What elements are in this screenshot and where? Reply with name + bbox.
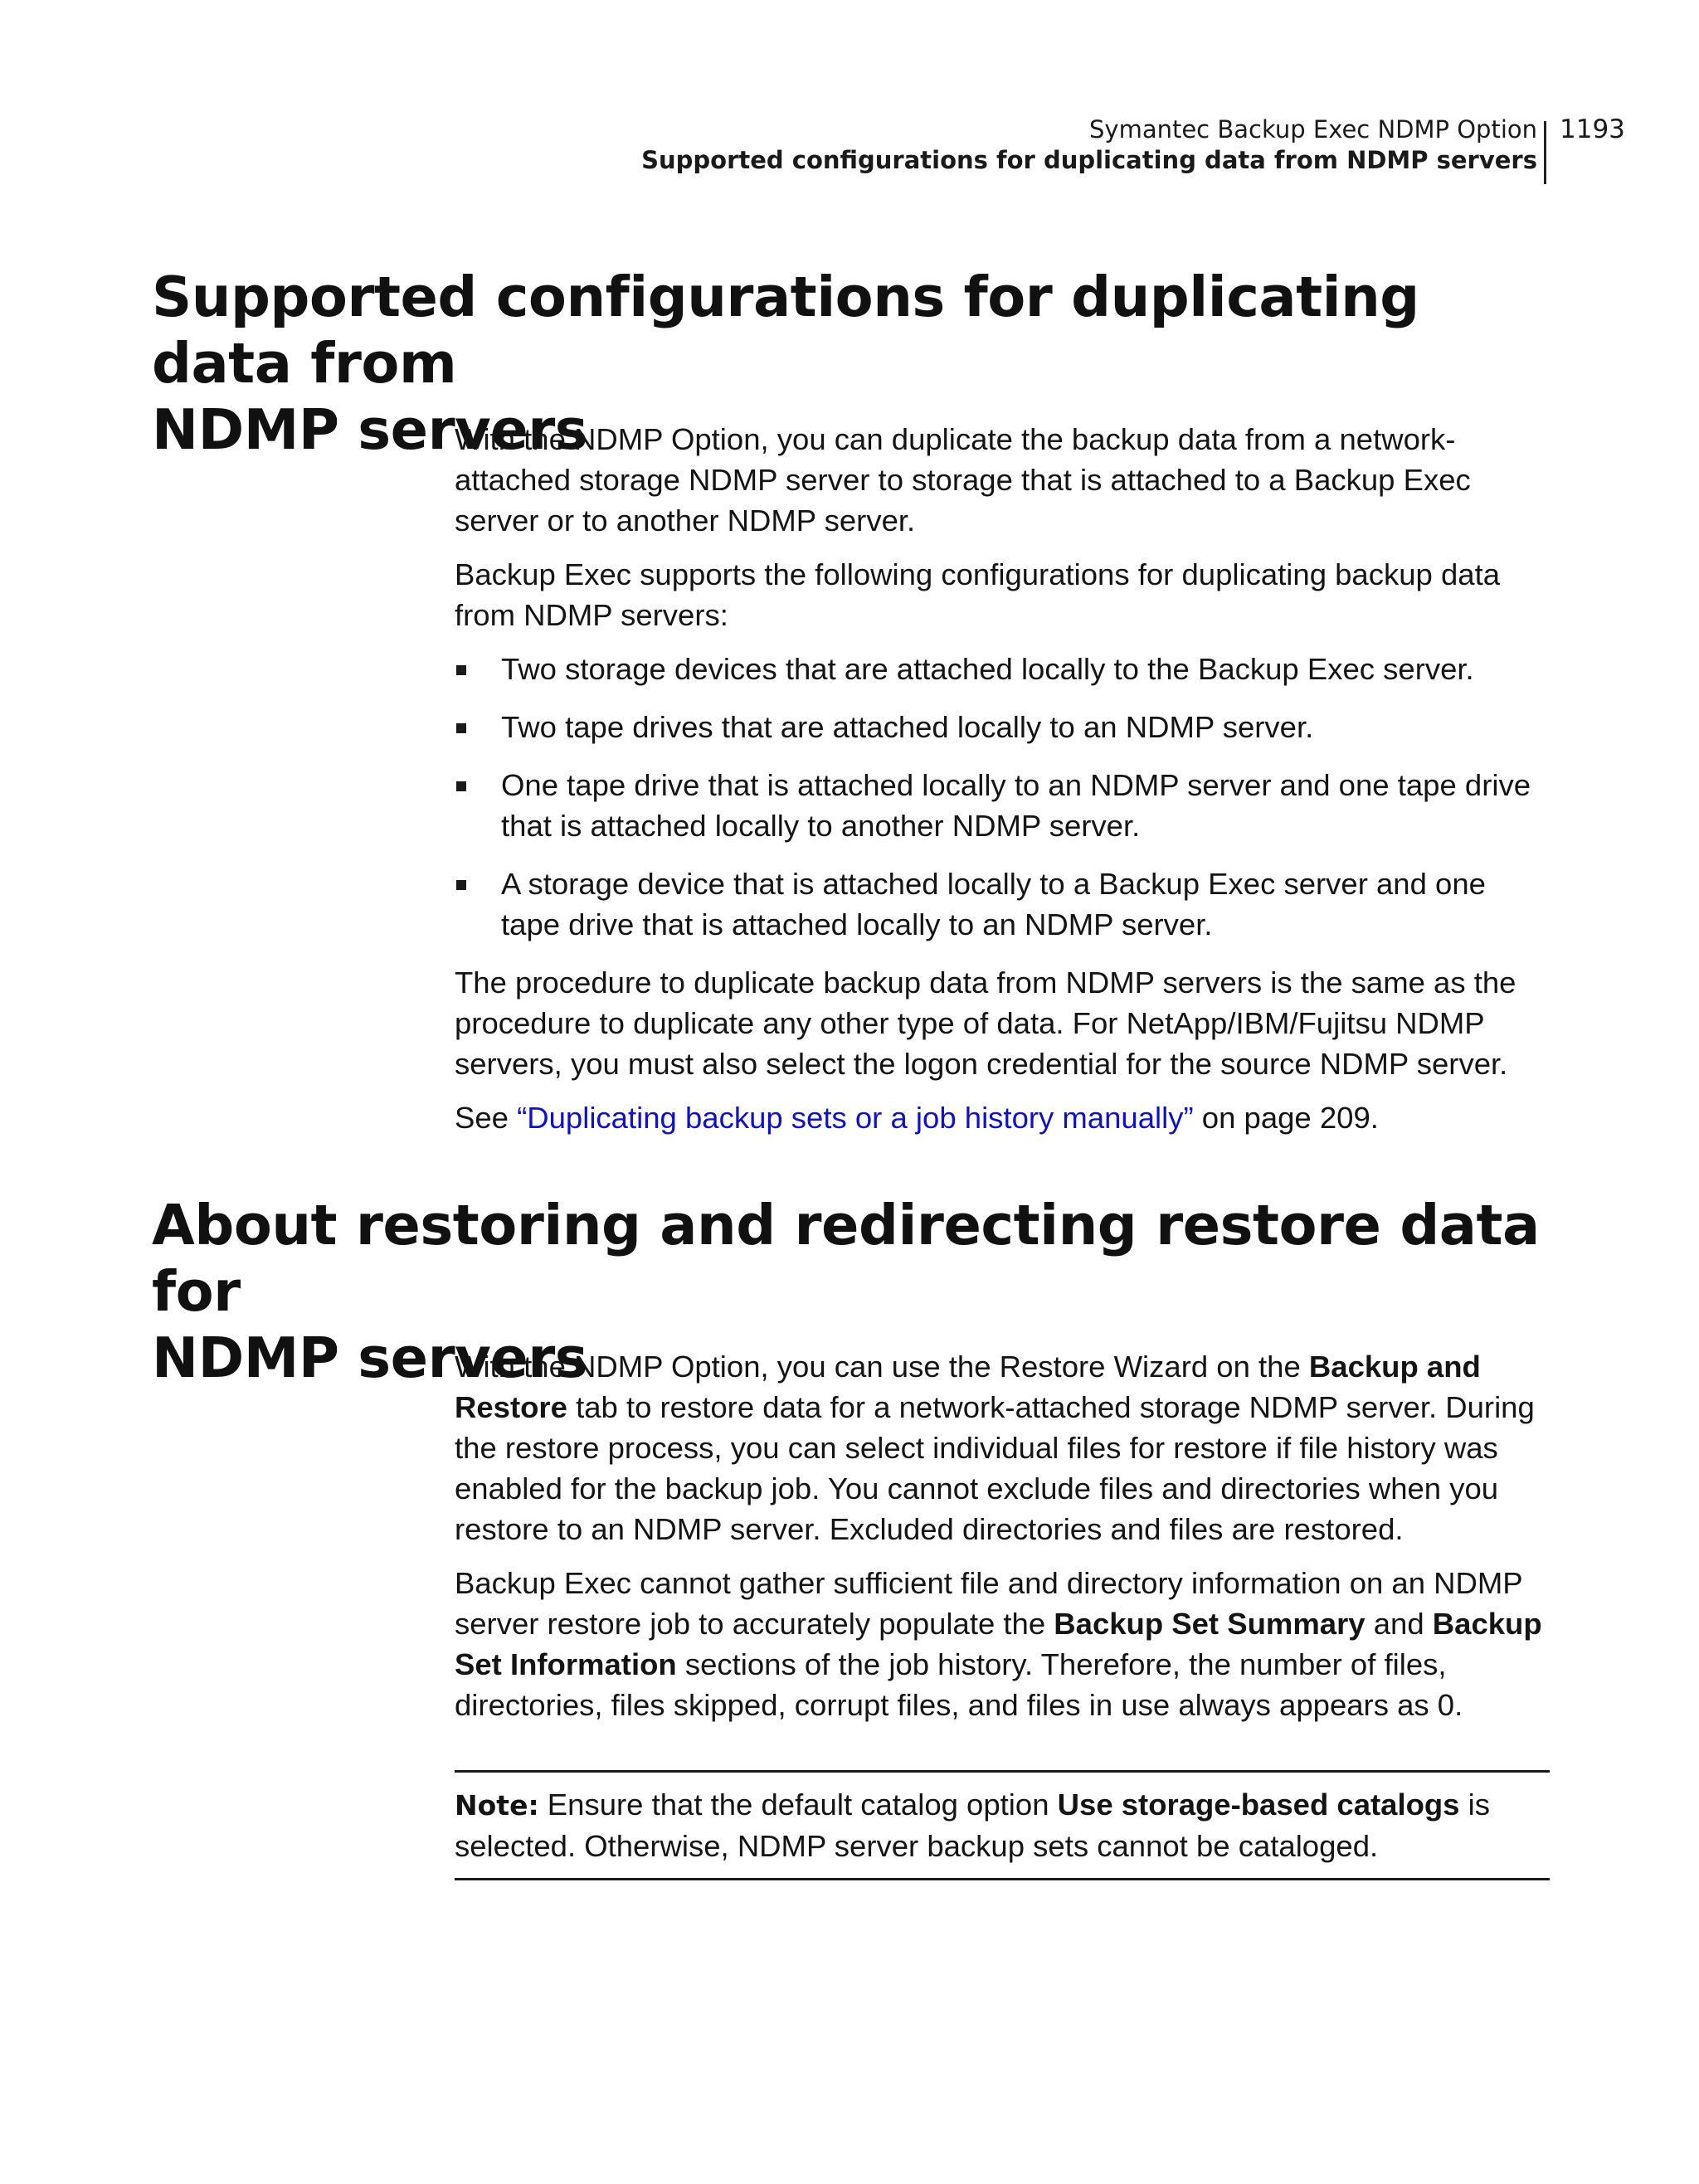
list-item: One tape drive that is attached locally to an NDMP server and one tape drive that is attached locally to another NDMP server. <box>455 765 1550 846</box>
list-item: Two storage devices that are attached locally to the Backup Exec server. <box>455 649 1550 689</box>
ui-term: Backup and Restore <box>455 1350 1481 1424</box>
heading-line: NDMP servers <box>152 397 588 462</box>
paragraph-procedure: The procedure to duplicate backup data from NDMP servers is the same as the procedure to duplicate any other type of data. For NetApp/IBM/Fujitsu NDMP servers, you must also select the logon credential for the source NDMP server. <box>455 966 1516 1081</box>
square-bullet-icon <box>456 723 466 733</box>
heading-line: Supported configurations for duplicating data from <box>152 265 1419 396</box>
paragraph-restore-wizard: With the NDMP Option, you can use the Restore Wizard on the Backup and Restore tab to restore data for a network-attached storage NDMP server. During the restore process, you can select individual files for restore if file history was enabled for the backup job. You cannot exclude files and directories when you restore to an NDMP server. Excluded directories and files are restored. <box>455 1350 1535 1546</box>
heading-line: About restoring and redirecting restore data for <box>152 1193 1540 1324</box>
list-item: A storage device that is attached locally to a Backup Exec server and one tape drive that is attached locally to an NDMP server. <box>455 863 1550 945</box>
square-bullet-icon <box>456 781 466 791</box>
header-divider <box>1544 121 1546 184</box>
paragraph-backup-set-info: Backup Exec cannot gather sufficient file and directory information on an NDMP server restore job to accurately populate the Backup Set Summary and Backup Set Information sections of the job history. Therefore, the number of files, directories, files skipped, corrupt files, and files in use always appears as 0. <box>455 1566 1542 1722</box>
section-body-restoring <box>455 1346 1550 1880</box>
configuration-list <box>455 649 1550 945</box>
paragraph-see-also: See “Duplicating backup sets or a job history manually” on page 209. <box>455 1101 1379 1135</box>
paragraph-lead: Backup Exec supports the following configurations for duplicating backup data from NDMP servers: <box>455 557 1501 632</box>
square-bullet-icon <box>456 665 466 675</box>
cross-reference-link[interactable]: “Duplicating backup sets or a job history manually” <box>517 1101 1194 1135</box>
heading-line: NDMP servers <box>152 1325 588 1390</box>
list-item: Two tape drives that are attached locally to an NDMP server. <box>455 707 1550 747</box>
note-box: Note: Ensure that the default catalog option Use storage-based catalogs is selected. Otherwise, NDMP server backup sets cannot be cataloged. <box>455 1770 1550 1880</box>
note-label: Note: <box>455 1789 539 1822</box>
chapter-title: Symantec Backup Exec NDMP Option <box>1089 115 1537 143</box>
running-header-text <box>641 114 1537 176</box>
running-header <box>0 114 1699 189</box>
ui-term: Backup Set Information <box>455 1607 1542 1681</box>
square-bullet-icon <box>456 880 466 890</box>
ui-term: Backup Set Summary <box>1054 1607 1366 1641</box>
section-body-duplicating <box>455 419 1550 1151</box>
ui-term: Use storage-based catalogs <box>1057 1788 1460 1822</box>
paragraph-intro: With the NDMP Option, you can duplicate the backup data from a network-attached storage NDMP server to storage that is attached to a Backup Exec server or to another NDMP server. <box>455 422 1471 537</box>
section-title: Supported configurations for duplicating data from NDMP servers <box>641 146 1537 174</box>
page-number: 1193 <box>1560 114 1625 144</box>
